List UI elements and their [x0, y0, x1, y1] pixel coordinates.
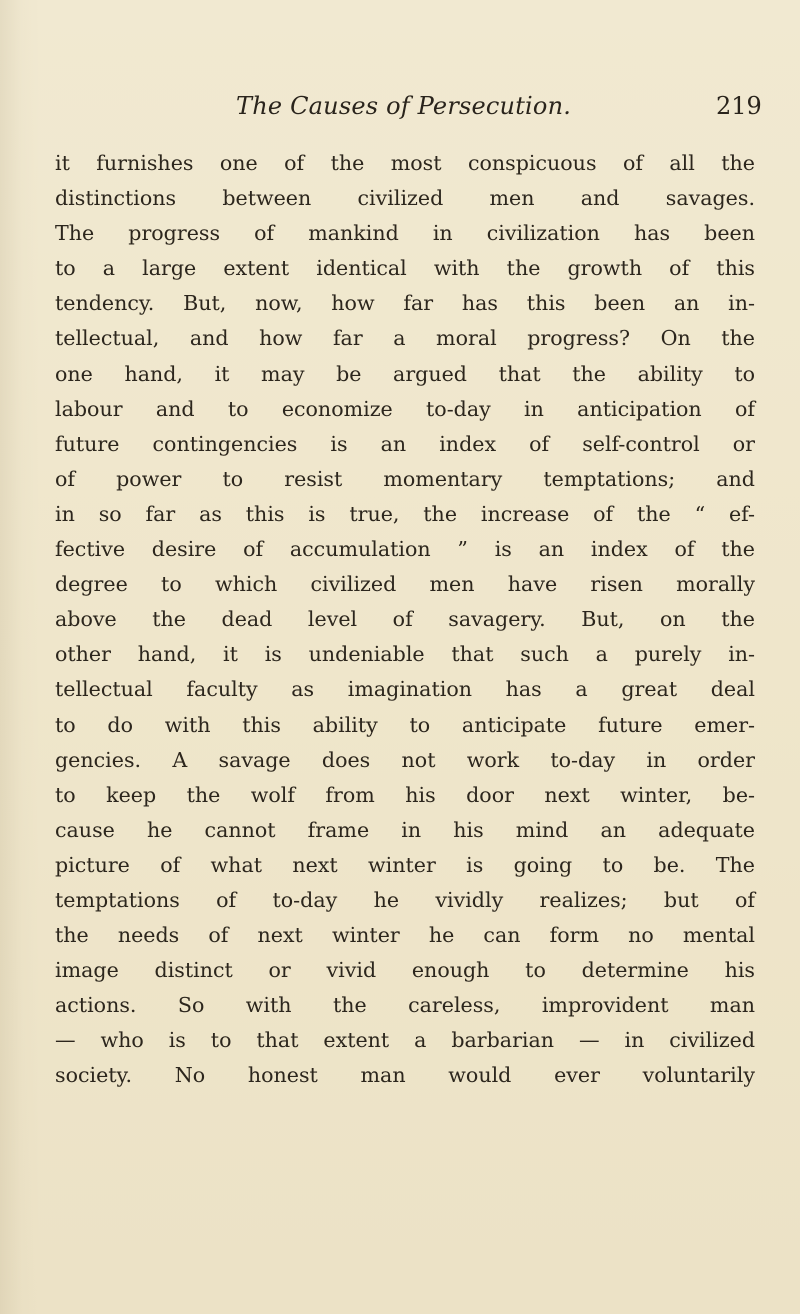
- text-line: distinctions between civilized men and savages.: [55, 186, 755, 211]
- text-line: temptations of to-day he vividly realizes; but of: [55, 887, 755, 912]
- text-line: to a large extent identical with the growth of this: [55, 256, 755, 281]
- text-line: it furnishes one of the most conspicuous of all the: [55, 151, 755, 175]
- text-line: image distinct or vivid enough to determine his: [55, 958, 755, 983]
- text-line: fective desire of accumulation ” is an index of the: [55, 537, 755, 562]
- text-line: the needs of next winter he can form no mental: [55, 923, 755, 948]
- text-line: in so far as this is true, the increase of the “ ef-: [55, 501, 755, 526]
- body-text: [55, 146, 755, 1094]
- text-line: cause he cannot frame in his mind an adequate: [55, 817, 755, 842]
- text-line: degree to which civilized men have risen morally: [55, 572, 755, 597]
- text-line: other hand, it is undeniable that such a purely in-: [55, 642, 755, 667]
- text-line: — who is to that extent a barbarian — in civilized: [55, 1028, 755, 1053]
- text-line: actions. So with the careless, improvident man: [55, 993, 755, 1018]
- text-line: society. No honest man would ever voluntarily: [55, 1063, 755, 1088]
- page-number: 219: [716, 92, 762, 120]
- running-head: [0, 92, 800, 132]
- text-line: The progress of mankind in civilization has been: [55, 221, 755, 246]
- text-line: gencies. A savage does not work to-day in order: [55, 747, 755, 772]
- text-line: to keep the wolf from his door next winter, be-: [55, 782, 755, 807]
- running-title: The Causes of Persecution.: [236, 92, 572, 120]
- text-line: tellectual faculty as imagination has a great deal: [55, 677, 755, 702]
- text-line: of power to resist momentary temptations; and: [55, 466, 755, 491]
- text-line: tellectual, and how far a moral progress? On the: [55, 326, 755, 351]
- text-line: to do with this ability to anticipate future emer-: [55, 712, 755, 737]
- text-line: picture of what next winter is going to be. The: [55, 852, 755, 877]
- text-line: labour and to economize to-day in anticipation of: [55, 396, 755, 421]
- text-line: one hand, it may be argued that the ability to: [55, 361, 755, 386]
- text-line: above the dead level of savagery. But, on the: [55, 607, 755, 632]
- text-line: future contingencies is an index of self-control or: [55, 431, 755, 456]
- text-line: tendency. But, now, how far has this been an in-: [55, 291, 755, 316]
